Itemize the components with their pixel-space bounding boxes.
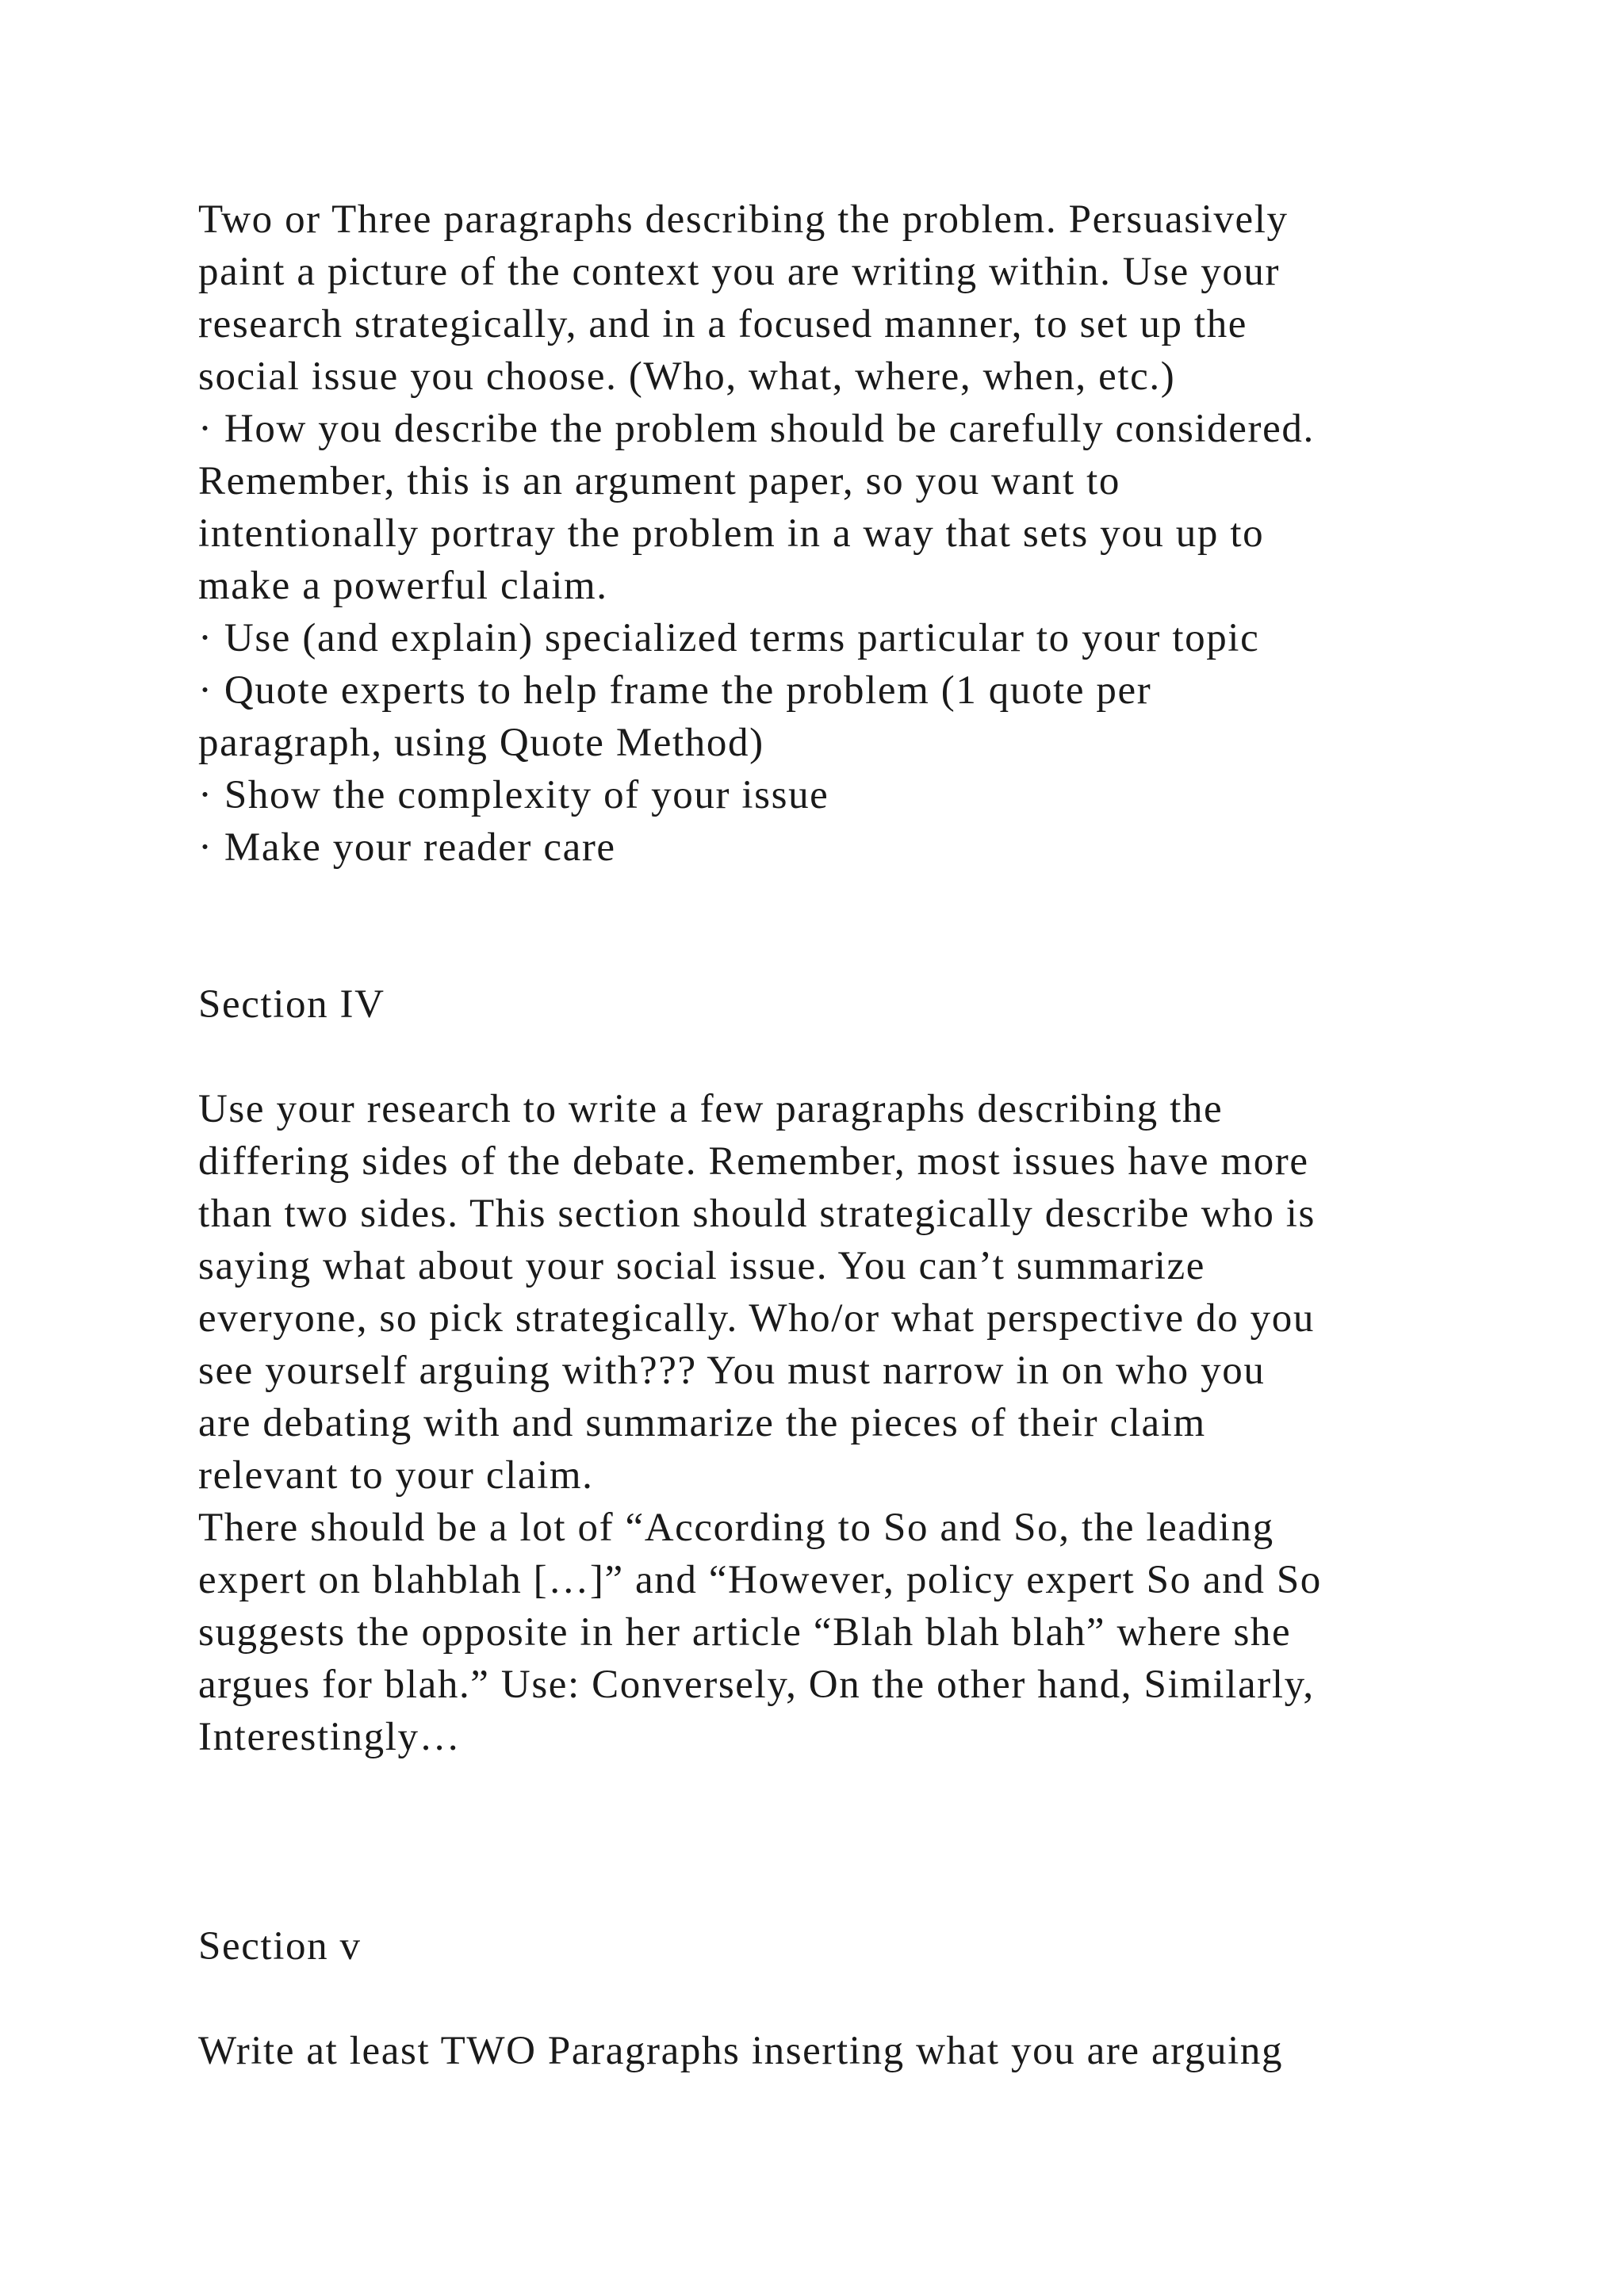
section-iv-heading: Section IV — [198, 982, 385, 1027]
section-v-body — [198, 2025, 1507, 2077]
text-line: saying what about your social issue. You can’t summarize — [198, 1244, 1205, 1288]
text-line: social issue you choose. (Who, what, where, when, etc.) — [198, 354, 1176, 399]
text-line: Use your research to write a few paragraphs describing the — [198, 1087, 1224, 1131]
bullet-line: · Use (and explain) specialized terms particular to your topic — [198, 616, 1260, 660]
bullet-line: · Show the complexity of your issue — [198, 773, 829, 817]
text-line: Interestingly… — [198, 1715, 462, 1759]
spacer — [198, 1973, 1507, 2025]
text-line: everyone, so pick strategically. Who/or what perspective do you — [198, 1296, 1315, 1341]
section-iv-body — [198, 1083, 1507, 1763]
spacer — [198, 1031, 1507, 1083]
bullet-line: · How you describe the problem should be carefully considered. — [198, 407, 1315, 451]
text-line: Two or Three paragraphs describing the problem. Persuasively — [198, 197, 1289, 242]
text-line: argues for blah.” Use: Conversely, On the other hand, Similarly, — [198, 1663, 1315, 1707]
text-line: relevant to your claim. — [198, 1453, 594, 1498]
spacer — [198, 1763, 1507, 1920]
text-line: differing sides of the debate. Remember, most issues have more — [198, 1139, 1309, 1184]
text-line: Remember, this is an argument paper, so you want to — [198, 459, 1120, 503]
problem-description-block — [198, 193, 1507, 874]
text-line: suggests the opposite in her article “Blah blah blah” where she — [198, 1610, 1292, 1655]
text-line: than two sides. This section should strategically describe who is — [198, 1192, 1316, 1236]
text-line: There should be a lot of “According to So and So, the leading — [198, 1506, 1274, 1550]
text-line: are debating with and summarize the pieces of their claim — [198, 1401, 1206, 1445]
bullet-line: · Make your reader care — [198, 825, 616, 870]
text-line: research strategically, and in a focused manner, to set up the — [198, 302, 1248, 346]
text-line: paint a picture of the context you are writing within. Use your — [198, 250, 1281, 294]
text-line: paragraph, using Quote Method) — [198, 721, 764, 765]
text-line: intentionally portray the problem in a way that sets you up to — [198, 511, 1265, 556]
text-line: Write at least TWO Paragraphs inserting what you are arguing — [198, 2029, 1284, 2073]
text-line: see yourself arguing with??? You must narrow in on who you — [198, 1349, 1266, 1393]
document-body — [198, 193, 1507, 2077]
text-line: expert on blahblah […]” and “However, policy expert So and So — [198, 1558, 1322, 1602]
bullet-line: · Quote experts to help frame the problem (1 quote per — [198, 668, 1152, 713]
text-line: make a powerful claim. — [198, 564, 608, 608]
spacer — [198, 874, 1507, 978]
section-v-heading: Section v — [198, 1924, 362, 1969]
